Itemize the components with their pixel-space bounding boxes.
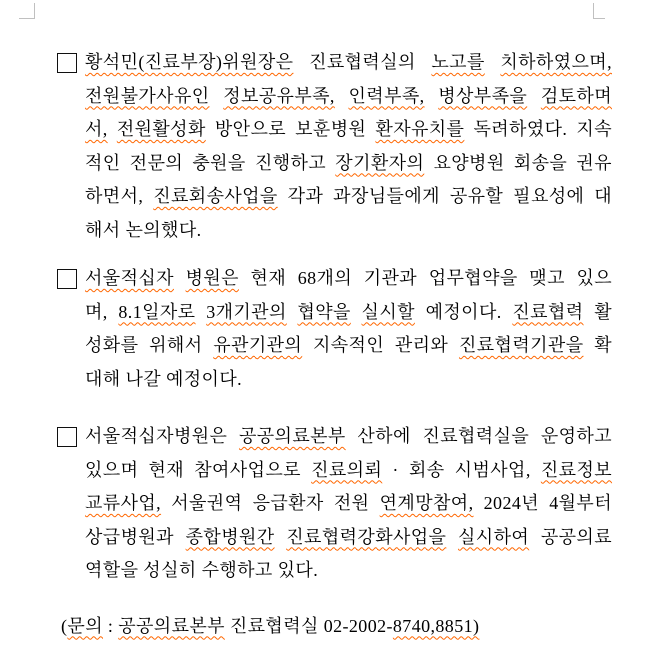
text-line [85, 329, 612, 363]
text-segment: 예정이다. [165, 368, 243, 389]
text-line [85, 296, 612, 330]
text-segment: 성화를 [85, 335, 139, 355]
text-segment: 서울적십자병원은 [85, 426, 228, 446]
text-line [85, 454, 612, 488]
text-segment: 02-2002- [323, 615, 393, 636]
text-segment: 지속적인 [312, 335, 385, 355]
text-segment: 며, [85, 301, 108, 322]
text-segment: 필요성에 [513, 186, 585, 206]
misspelled-text-segment: 검토하며 [540, 85, 613, 106]
text-segment: 하면서, [85, 186, 144, 206]
text-segment: 공유할 [449, 186, 504, 206]
misspelled-text-segment: 전원활성화 [116, 119, 206, 139]
text-segment: 2024년 [483, 493, 540, 513]
misspelled-text-segment: 공공의료본부 [118, 615, 225, 636]
text-segment: 독려하였다. [473, 119, 568, 139]
text-segment: 공공의료 [540, 526, 612, 547]
text-line [85, 147, 612, 181]
checkbox-bullet-icon [57, 427, 77, 447]
text-segment: 확 [594, 335, 613, 355]
text-segment: 운영하고 [540, 426, 612, 446]
checkbox-bullet-icon [57, 269, 77, 289]
misspelled-text-segment: 병원은 [185, 268, 239, 288]
text-segment: 현재 [148, 459, 185, 480]
paragraph-lines [85, 46, 612, 247]
text-segment: 진행하고 [254, 152, 327, 173]
misspelled-text-segment: 실시하여 [458, 526, 530, 547]
text-line [85, 262, 612, 296]
text-segment: 역할을 [85, 560, 139, 580]
text-segment: 맺고 [529, 268, 565, 288]
text-segment: 해서 [85, 219, 121, 240]
text-line [85, 180, 612, 214]
text-segment: 서울권역 [171, 493, 243, 513]
misspelled-text-segment: 황석민(진료부장)위원장은 [85, 52, 294, 72]
text-line [85, 420, 612, 454]
text-segment: 진료협력실을 [422, 426, 530, 446]
paragraph-list [57, 46, 612, 588]
misspelled-text-segment: 서울적십자 [85, 268, 174, 288]
misspelled-text-segment: 진료협력강화사업을 [286, 526, 447, 547]
text-segment: 응급환자 [252, 493, 324, 513]
text-segment: 대해 [85, 368, 121, 389]
text-segment: 적인 [85, 152, 121, 173]
text-segment: 회송을 [513, 152, 568, 173]
text-segment: ( [61, 615, 68, 636]
misspelled-text-segment: 실시할 [361, 301, 415, 322]
misspelled-text-segment: 진료회송사업을 [153, 186, 278, 206]
text-segment: 각과 [287, 186, 324, 206]
misspelled-text-segment: 유관기관의 [213, 335, 303, 355]
misspelled-text-segment: 인력부족, [348, 85, 425, 106]
misspelled-text-segment: 연계망참여, [379, 493, 474, 513]
text-line [85, 363, 612, 397]
text-segment: 기관과 [363, 268, 418, 288]
misspelled-text-segment: 공공의료본부 [238, 426, 346, 446]
text-segment: 현재 [250, 268, 287, 288]
misspelled-text-segment: 협약을 [297, 301, 351, 322]
text-line [85, 46, 612, 80]
text-segment: 회송 [408, 459, 445, 480]
text-segment: · [392, 459, 399, 480]
text-segment: 보훈병원 [295, 119, 367, 139]
misspelled-text-segment: 8.1일자로 [118, 301, 196, 322]
text-segment: 있다. [277, 560, 319, 580]
misspelled-text-segment: 종합병원간 [185, 526, 275, 547]
text-line [85, 521, 612, 555]
misspelled-text-segment: 장기환자의 [335, 152, 425, 173]
text-segment: 상급병원과 [85, 526, 174, 547]
text-line [85, 487, 612, 521]
misspelled-text-segment: 노고를 [431, 52, 485, 72]
text-segment: 성실히 [143, 560, 197, 580]
paragraph-lines [85, 420, 612, 588]
text-segment: 전원 [333, 493, 370, 513]
misspelled-text-segment: 서, [85, 119, 108, 139]
text-line [85, 113, 612, 147]
bullet-paragraph [57, 262, 612, 396]
bullet-paragraph [57, 420, 612, 588]
text-segment: 관리와 [394, 335, 449, 355]
text-segment: 충원을 [192, 152, 246, 173]
text-segment: 위해서 [149, 335, 203, 355]
misspelled-text-segment: 문의 [67, 615, 103, 636]
text-segment: 시범사업, [454, 459, 531, 480]
checkbox-bullet-icon [57, 53, 77, 73]
text-segment: 있으며 [85, 459, 139, 480]
page-margin-corner-icon [19, 3, 35, 19]
text-segment: 참여사업으로 [194, 459, 301, 480]
bullet-paragraph [57, 46, 612, 247]
text-segment: 있으 [576, 268, 613, 288]
text-segment: 업무협약을 [428, 268, 518, 288]
text-segment: 권유 [576, 152, 612, 173]
text-segment: 나갈 [125, 368, 162, 389]
misspelled-text-segment: 진료의뢰 [311, 459, 383, 480]
misspelled-text-segment: 정보공유부족, [223, 85, 335, 106]
text-segment: 방안으로 [214, 119, 287, 139]
text-line [85, 554, 612, 588]
text-segment: 진료협력실 [229, 615, 319, 636]
text-segment: 요양병원 [433, 152, 505, 173]
text-segment: 산하에 [357, 426, 411, 446]
text-segment: 전문의 [129, 152, 184, 173]
text-segment: 대 [594, 186, 613, 206]
text-segment: 68개의 [297, 268, 353, 288]
paragraph-lines [85, 262, 612, 396]
text-segment: 진료협력실의 [309, 52, 416, 72]
text-line [85, 214, 612, 248]
page-margin-corner-icon [593, 3, 605, 19]
text-segment: 논의했다. [125, 219, 202, 240]
text-segment: 수행하고 [201, 560, 273, 580]
text-segment: : [107, 615, 114, 636]
text-segment: 예정이다. [425, 301, 502, 322]
misspelled-text-segment: 3개기관의 [206, 301, 287, 322]
text-line [85, 80, 612, 114]
misspelled-text-segment: 진료협력기관을 [458, 335, 584, 355]
text-segment: 4월부터 [549, 493, 612, 513]
text-segment: 지속 [576, 119, 612, 139]
text-segment: 과장님들에게 [333, 186, 440, 206]
text-segment: 활 [594, 301, 613, 322]
misspelled-text-segment: 병상부족을 [438, 85, 528, 106]
misspelled-text-segment: 치하하였으며, [500, 52, 612, 72]
misspelled-text-segment: 교류사업, [85, 493, 162, 513]
misspelled-text-segment: 진료협력 [512, 301, 584, 322]
misspelled-text-segment: 8740,8851) [392, 615, 480, 636]
misspelled-text-segment: 진료정보 [540, 459, 613, 480]
contact-line [61, 610, 612, 644]
misspelled-text-segment: 환자유치를 [375, 119, 465, 139]
document-body [57, 46, 612, 643]
misspelled-text-segment: 전원불가사유인 [85, 85, 210, 106]
